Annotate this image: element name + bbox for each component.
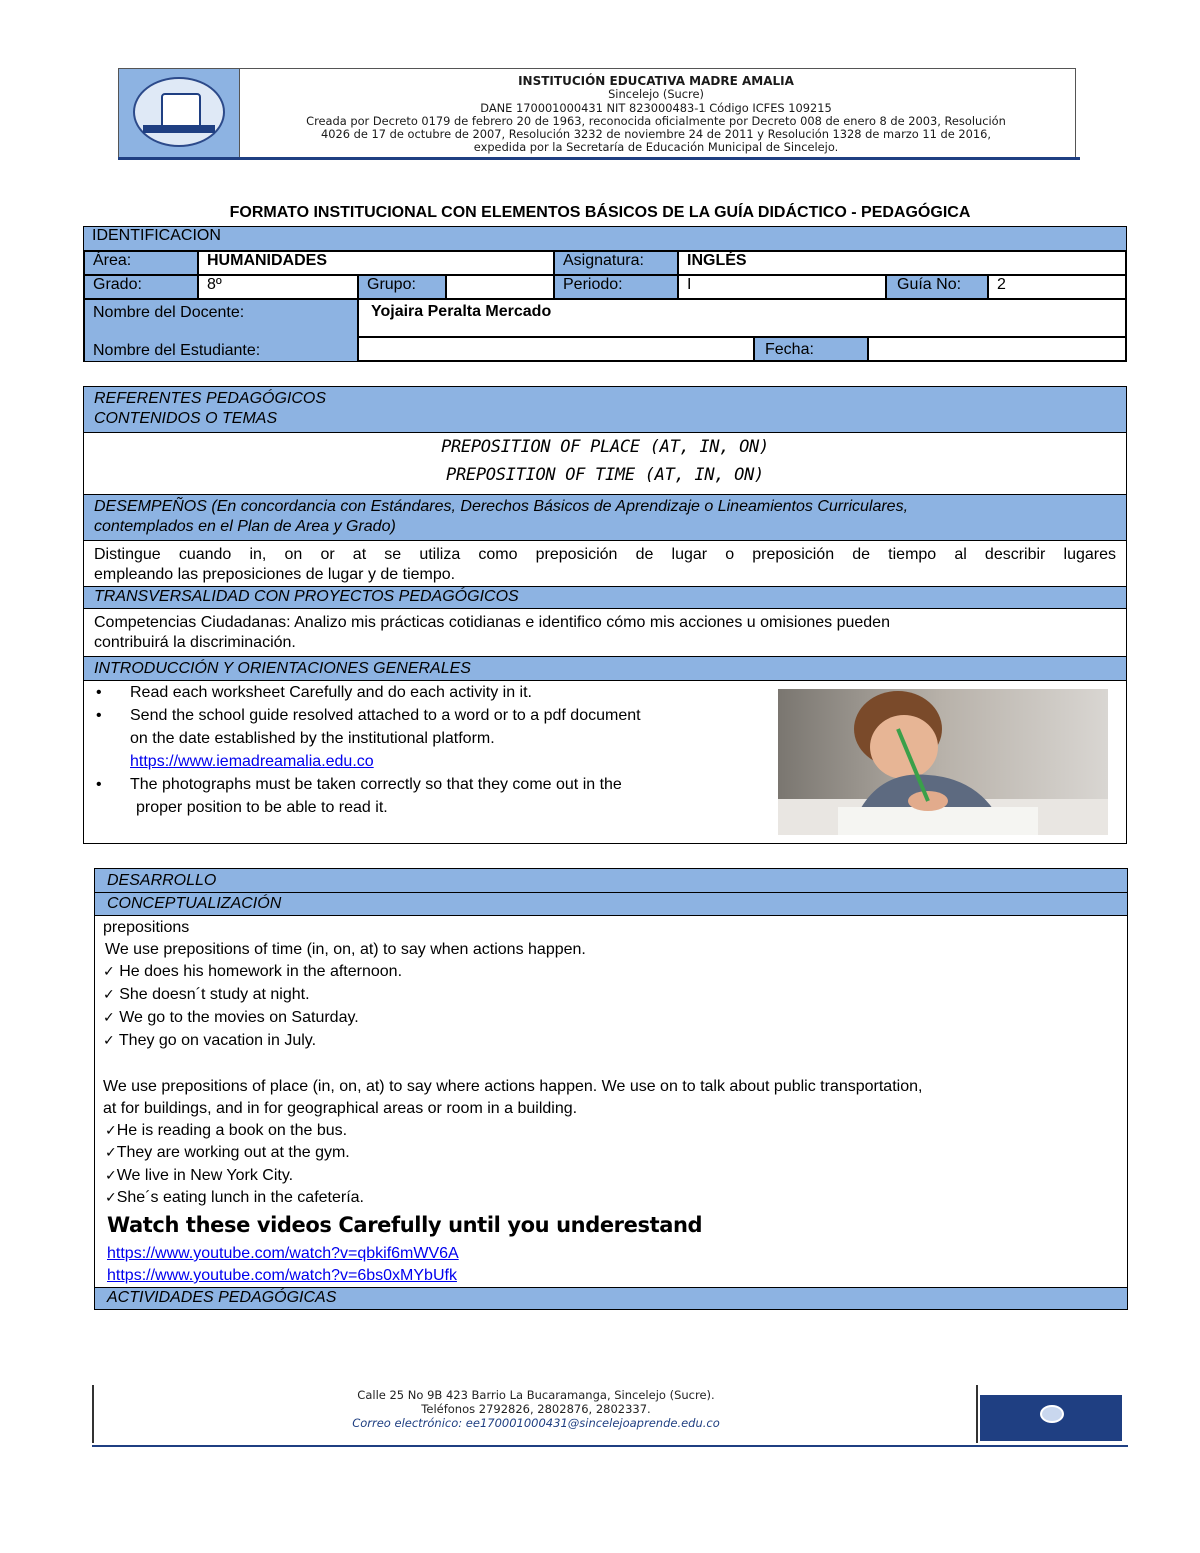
watch-videos-title: Watch these videos Carefully until you underestand	[107, 1213, 703, 1237]
place-intro-1: We use prepositions of place (in, on, at) to say where actions happen. We use on to talk about public transportation,	[103, 1078, 923, 1095]
transversal-text-1: Competencias Ciudadanas: Analizo mis prácticas cotidianas e identifico cómo mis acciones u omisiones pueden	[94, 614, 890, 631]
check-icon: ✓	[103, 1010, 115, 1026]
intro-list	[92, 681, 782, 819]
intro-item2-line2: on the date established by the institutional platform.	[130, 730, 495, 747]
place-example: ✓He is reading a book on the bus.	[105, 1122, 348, 1139]
date-label: Fecha:	[754, 337, 868, 361]
institution-decree-3: expedida por la Secretaría de Educación Municipal de Sincelejo.	[473, 140, 839, 155]
topics-cell	[84, 433, 1126, 495]
check-icon: ✓	[105, 1168, 117, 1184]
school-seal-icon	[133, 77, 225, 147]
check-icon: ✓	[105, 1145, 117, 1161]
school-seal-icon	[1040, 1405, 1064, 1423]
footer-contact	[98, 1388, 974, 1430]
referentes-heading-band	[84, 387, 1126, 433]
institution-city: Sincelejo (Sucre)	[608, 87, 704, 102]
place-example: ✓They are working out at the gym.	[105, 1144, 350, 1161]
place-intro-2: at for buildings, and in for geographical areas or room in a building.	[103, 1100, 578, 1117]
check-icon: ✓	[105, 1190, 117, 1206]
transversal-cell	[84, 609, 1126, 657]
conceptualizacion-heading: CONCEPTUALIZACIÓN	[95, 893, 1127, 916]
check-icon: ✓	[103, 1033, 115, 1049]
intro-heading: INTRODUCCIÓN Y ORIENTACIONES GENERALES	[84, 657, 1126, 681]
teacher-student-label-cell	[84, 299, 358, 361]
time-example: ✓ They go on vacation in July.	[103, 1032, 317, 1049]
topic-time: PREPOSITION OF TIME (AT, IN, ON)	[446, 465, 764, 485]
guide-value: 2	[988, 275, 1126, 299]
desarrollo-section	[94, 868, 1128, 1310]
time-example: ✓ We go to the movies on Saturday.	[103, 1009, 359, 1026]
header-divider	[118, 157, 1080, 160]
area-value: HUMANIDADES	[198, 251, 554, 275]
desempenos-heading-2: contemplados en el Plan de Area y Grado)	[94, 518, 396, 535]
desempenos-text-2: empleando las preposiciones de lugar y de tiempo.	[94, 566, 456, 583]
footer-divider	[92, 1445, 1128, 1447]
institution-decree-2: 4026 de 17 de octubre de 2007, Resolución 3232 de noviembre 24 de 2011 y Resolución 1328 de marzo 11 de 2016,	[321, 127, 991, 142]
period-value: I	[678, 275, 886, 299]
referentes-heading: REFERENTES PEDAGÓGICOS	[94, 390, 327, 407]
transversal-heading: TRANSVERSALIDAD CON PROYECTOS PEDAGÓGICOS	[84, 587, 1126, 609]
footer-address: Calle 25 No 9B 423 Barrio La Bucaramanga, Sincelejo (Sucre).	[357, 1388, 715, 1402]
desempenos-cell	[84, 541, 1126, 587]
group-label: Grupo:	[358, 275, 446, 299]
institution-name: INSTITUCIÓN EDUCATIVA MADRE AMALIA	[518, 74, 794, 88]
subject-label: Asignatura:	[554, 251, 678, 275]
institution-dane: DANE 170001000431 NIT 823000483-1 Código ICFES 109215	[480, 100, 832, 115]
desempenos-heading-band	[84, 495, 1126, 541]
institution-header	[118, 68, 1076, 158]
institution-logo	[119, 69, 240, 157]
institution-decree-1: Creada por Decreto 0179 de febrero 20 de 1963, reconocida oficialmente por Decreto 008 de enero 8 de 2003, Resolución	[306, 113, 1006, 128]
place-example: ✓She´s eating lunch in the cafetería.	[105, 1189, 364, 1206]
activities-heading: ACTIVIDADES PEDAGÓGICAS	[95, 1287, 1127, 1309]
time-intro: We use prepositions of time (in, on, at) to say when actions happen.	[105, 941, 586, 958]
group-value[interactable]	[446, 275, 554, 299]
footer-right-bar	[976, 1385, 978, 1443]
period-label: Periodo:	[554, 275, 678, 299]
identification-table	[83, 226, 1127, 362]
list-item: • Send the school guide resolved attached to a word or to a pdf document on the date established by the institutional platform. https://www.iemadreamalia.edu.co	[92, 704, 782, 773]
video-link-1[interactable]: https://www.youtube.com/watch?v=qbkif6mWV6A	[107, 1245, 459, 1262]
student-photo-illustration	[778, 689, 1108, 835]
area-label: Área:	[84, 251, 198, 275]
check-icon: ✓	[103, 964, 115, 980]
guide-label: Guía No:	[886, 275, 988, 299]
time-example: ✓ She doesn´t study at night.	[103, 986, 310, 1003]
institutional-platform-link[interactable]: https://www.iemadreamalia.edu.co	[130, 753, 374, 770]
student-writing-photo	[778, 689, 1108, 835]
identification-heading: IDENTIFICACION	[84, 227, 1126, 251]
footer-logo	[980, 1395, 1122, 1441]
check-icon: ✓	[103, 987, 115, 1003]
video-link-2[interactable]: https://www.youtube.com/watch?v=6bs0xMYbUfk	[107, 1267, 457, 1284]
footer-email: Correo electrónico: ee170001000431@sincelejoaprende.edu.co	[352, 1416, 720, 1430]
check-icon: ✓	[105, 1123, 117, 1139]
footer-left-bar	[92, 1385, 94, 1443]
time-example: ✓ He does his homework in the afternoon.	[103, 963, 403, 980]
contents-heading: CONTENIDOS O TEMAS	[94, 410, 278, 427]
teacher-label: Nombre del Docente:	[93, 304, 245, 321]
list-item: • The photographs must be taken correctly so that they come out in the proper position to be able to read it.	[92, 773, 782, 819]
grade-label: Grado:	[84, 275, 198, 299]
date-value[interactable]	[868, 337, 1126, 361]
intro-item3-line2: proper position to be able to read it.	[136, 799, 388, 816]
topic-place: PREPOSITION OF PLACE (AT, IN, ON)	[441, 437, 769, 457]
student-label: Nombre del Estudiante:	[93, 342, 261, 359]
transversal-text-2: contribuirá la discriminación.	[94, 634, 296, 651]
referentes-section	[83, 386, 1127, 844]
teacher-value: Yojaira Peralta Mercado	[358, 299, 1126, 337]
document-title: FORMATO INSTITUCIONAL CON ELEMENTOS BÁSICOS DE LA GUÍA DIDÁCTICO - PEDAGÓGICA	[229, 204, 971, 221]
subject-value: INGLÉS	[678, 251, 1126, 275]
institution-info	[241, 75, 1071, 155]
desempenos-heading-1: DESEMPEÑOS (En concordancia con Estándares, Derechos Básicos de Aprendizaje o Lineamientos Curriculares,	[94, 498, 909, 515]
prepositions-label: prepositions	[103, 919, 190, 936]
student-value[interactable]	[358, 337, 754, 361]
footer-phones: Teléfonos 2792826, 2802876, 2802337.	[421, 1402, 651, 1416]
grade-value: 8º	[198, 275, 358, 299]
desempenos-text-1: Distingue cuando in, on or at se utiliza como preposición de lugar o preposición de tiempo al describir lugares	[94, 546, 1116, 563]
list-item: • Read each worksheet Carefully and do each activity in it.	[92, 681, 782, 704]
place-example: ✓We live in New York City.	[105, 1167, 294, 1184]
desarrollo-heading: DESARROLLO	[95, 869, 1127, 893]
